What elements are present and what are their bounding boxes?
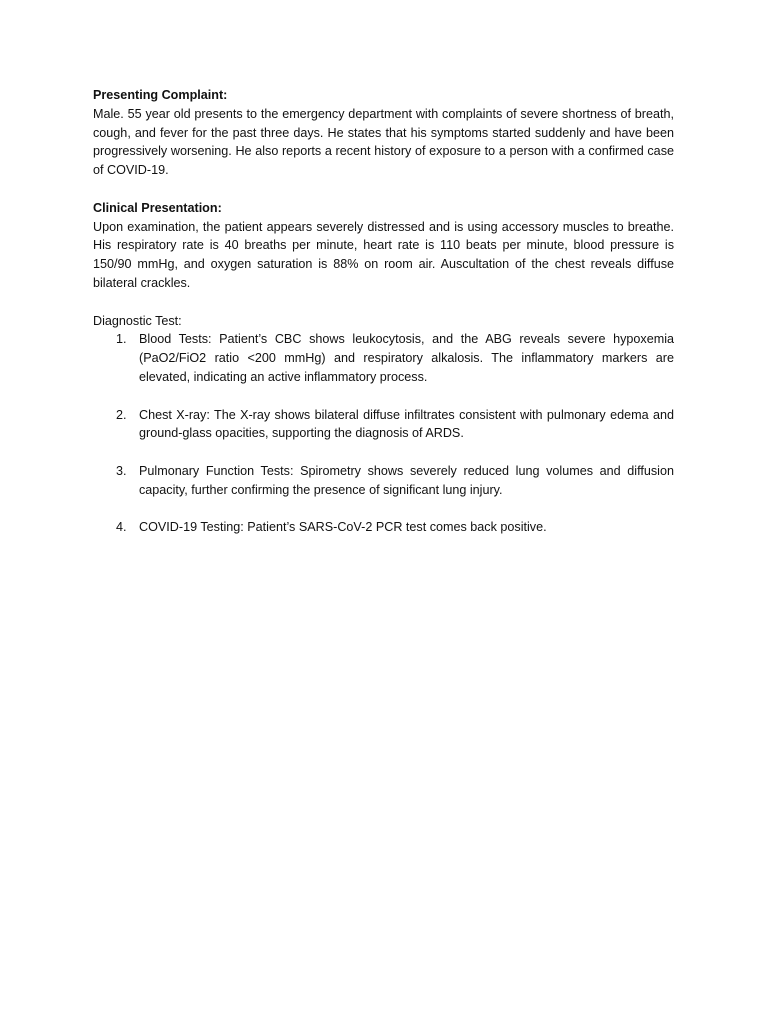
list-item [93, 518, 674, 537]
presenting-complaint-text: Male. 55 year old presents to the emergency department with complaints of severe shortness of breath, cough, and fever for the past three days. He states that his symptoms started suddenly and have been progressively worsening. He also reports a recent history of exposure to a person with a confirmed case of COVID-19. [93, 106, 674, 178]
list-item-text: Pulmonary Function Tests: Spirometry shows severely reduced lung volumes and diffusion capacity, further confirming the presence of significant lung injury. [139, 463, 674, 497]
list-item [93, 330, 674, 386]
diagnostic-test-list [93, 330, 674, 537]
presenting-complaint-section [93, 86, 674, 180]
section-spacer [93, 293, 674, 312]
presenting-complaint-heading: Presenting Complaint: [93, 88, 228, 102]
diagnostic-test-section [93, 312, 674, 538]
clinical-presentation-heading: Clinical Presentation: [93, 200, 222, 215]
section-spacer [93, 180, 674, 199]
clinical-presentation-section [93, 199, 674, 293]
list-item [93, 462, 674, 500]
clinical-presentation-text: Upon examination, the patient appears severely distressed and is using accessory muscles to breathe. His respiratory rate is 40 breaths per minute, heart rate is 110 beats per minute, blood pressure is 150/90 mmHg, and oxygen saturation is 88% on room air. Auscultation of the chest reveals diffuse bilateral crackles. [93, 219, 674, 290]
document-page [93, 86, 674, 537]
list-item-text: COVID-19 Testing: Patient’s SARS-CoV-2 PCR test comes back positive. [139, 520, 547, 535]
list-item-number: 1. [116, 332, 127, 347]
list-item-number: 2. [116, 407, 127, 422]
diagnostic-test-heading: Diagnostic Test: [93, 313, 182, 328]
list-item-number: 4. [116, 520, 127, 535]
list-item-text: Chest X-ray: The X-ray shows bilateral diffuse infiltrates consistent with pulmonary edema and ground-glass opacities, supporting the diagnosis of ARDS. [139, 407, 674, 441]
list-item [93, 406, 674, 444]
list-item-text: Blood Tests: Patient’s CBC shows leukocytosis, and the ABG reveals severe hypoxemia (PaO2/FiO2 ratio <200 mmHg) and respiratory alkalosis. The inflammatory markers are elevated, indicating an active inflammatory process. [139, 332, 674, 384]
list-item-number: 3. [116, 463, 127, 478]
